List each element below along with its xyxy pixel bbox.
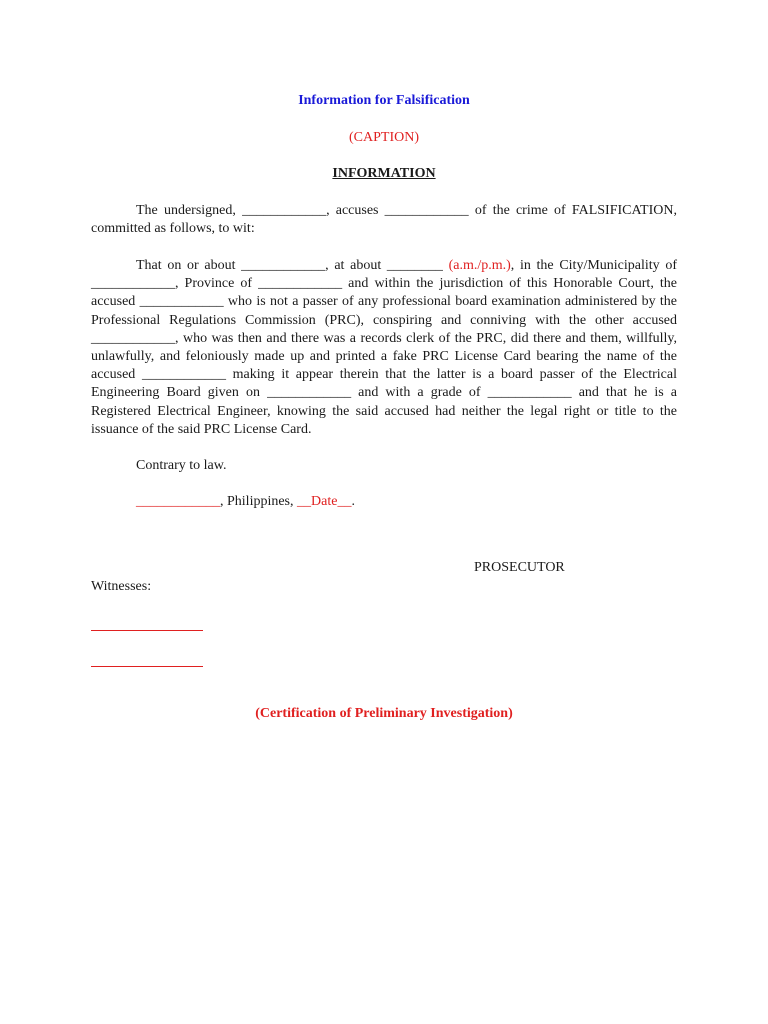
- blank-accused: ____________: [384, 203, 469, 218]
- text: who is not a passer of any professional board examination administered by the Professional Regulations Commission (PRC), conspiring and conniving with the other accused: [91, 294, 677, 328]
- witnesses-label: Witnesses:: [91, 579, 152, 594]
- text: and within the jurisdiction of this Honorable Court, the accused: [91, 276, 677, 310]
- text: The undersigned,: [136, 203, 243, 218]
- blank-place: ____________: [136, 494, 220, 509]
- blank-undersigned: ____________: [242, 203, 327, 218]
- blank-name-on-card: ____________: [141, 367, 226, 383]
- text: of the crime of FALSIFICATION, committed as follows, to wit:: [91, 203, 677, 237]
- blank-board-date: ____________: [267, 385, 352, 401]
- text: .: [351, 494, 355, 509]
- text: , accuses: [326, 203, 385, 218]
- contrary-to-law: Contrary to law.: [136, 458, 227, 473]
- witness-signature-line: [91, 630, 203, 631]
- place-date-line: [91, 493, 677, 511]
- caption-placeholder: (CAPTION): [349, 130, 419, 145]
- witness-signature-line: [91, 666, 203, 667]
- blank-city: ____________: [91, 276, 175, 292]
- blank-grade: ____________: [487, 385, 572, 401]
- text: , in the City/Municipality of: [510, 258, 677, 273]
- text: and with a grade of: [351, 385, 488, 401]
- facts-paragraph: [91, 257, 677, 439]
- accusation-paragraph: [91, 202, 677, 238]
- text: , Province of: [175, 276, 259, 292]
- text: , who was then and there was a records clerk of the PRC, did there and them, willfully, unlawfully, and feloniously made up and printed a fake PRC License Card bearing the name of the accused: [91, 330, 677, 383]
- blank-time: ________: [386, 258, 443, 273]
- date-placeholder: __Date__: [297, 494, 352, 509]
- text: , at about: [325, 258, 387, 273]
- information-heading: INFORMATION: [332, 166, 436, 181]
- document-title: Information for Falsification: [298, 93, 470, 108]
- prosecutor-label: PROSECUTOR: [474, 560, 565, 575]
- blank-accused-name: ____________: [139, 294, 224, 310]
- blank-date: ____________: [241, 258, 326, 273]
- time-period-placeholder: (a.m./p.m.): [448, 258, 511, 273]
- text: making it appear therein that the latter is a board passer of the Electrical Engineering Board given on: [91, 367, 677, 401]
- text: , Philippines,: [220, 494, 298, 509]
- blank-province: ____________: [258, 276, 343, 292]
- certification-placeholder: (Certification of Preliminary Investigation): [255, 706, 513, 721]
- text: and that he is a Registered Electrical Engineer, knowing the said accused had neither the legal right or title to the issuance of the said PRC License Card.: [91, 385, 677, 437]
- blank-other-accused: ____________: [91, 330, 175, 346]
- text: That on or about: [136, 258, 242, 273]
